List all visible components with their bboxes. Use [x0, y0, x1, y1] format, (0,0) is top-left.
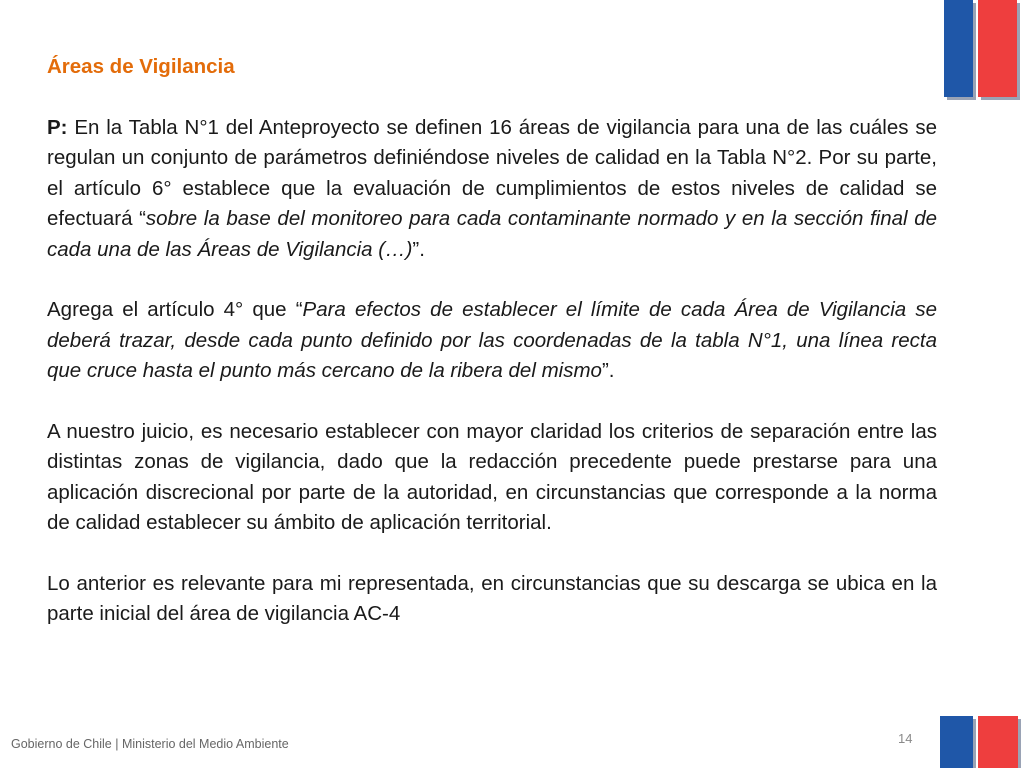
paragraph-2-text: Agrega el artículo 4° que “ — [47, 298, 303, 321]
paragraph-1-quote: sobre la base del monitoreo para cada contaminante normado y en la sección final de cada una de las Áreas de Vigilancia (…) — [47, 207, 937, 261]
page-number: 14 — [898, 731, 913, 746]
paragraph-2-end: ”. — [601, 359, 615, 382]
flag-blue-bar — [944, 0, 973, 97]
footer-ministry: Gobierno de Chile | Ministerio del Medio Ambiente — [11, 737, 289, 751]
paragraph-1-text: En la Tabla N°1 del Anteproyecto se definen 16 áreas de vigilancia para una de las cuáles se regulan un conjunto de parámetros definiéndose niveles de calidad en la Tabla N°2. Por su parte, el artículo 6° establece que la evaluación de cumplimientos de estos niveles de calidad se efectuará “ — [47, 115, 937, 230]
flag-red-bar — [978, 0, 1017, 97]
question-label: P: — [47, 115, 68, 139]
paragraph-1 — [47, 113, 937, 266]
slide-heading: Áreas de Vigilancia — [47, 55, 235, 78]
chile-flag-logo-top — [944, 0, 1017, 97]
paragraph-1-end: ”. — [412, 237, 425, 261]
paragraph-2-quote: Para efectos de establecer el límite de cada Área de Vigilancia se deberá trazar, desde cada punto definido por las coordenadas de la tabla N°1, una línea recta que cruce hasta el punto más cercano de la ribera del mismo — [47, 298, 937, 382]
chile-flag-logo-bottom — [940, 716, 1018, 768]
paragraph-4: Lo anterior es relevante para mi representada, en circunstancias que su descarga se ubica en la parte inicial del área de vigilancia AC-4 — [47, 571, 937, 625]
paragraph-3: A nuestro juicio, es necesario establecer con mayor claridad los criterios de separación entre las distintas zonas de vigilancia, dado que la redacción precedente puede prestarse para una aplicación discrecional por parte de la autoridad, en circunstancias que corresponde a la norma de calidad establecer su ámbito de aplicación territorial. — [47, 419, 937, 534]
slide-body — [47, 52, 937, 630]
paragraph-2 — [47, 295, 937, 387]
flag-blue-bar — [940, 716, 973, 768]
flag-red-bar — [978, 716, 1018, 768]
